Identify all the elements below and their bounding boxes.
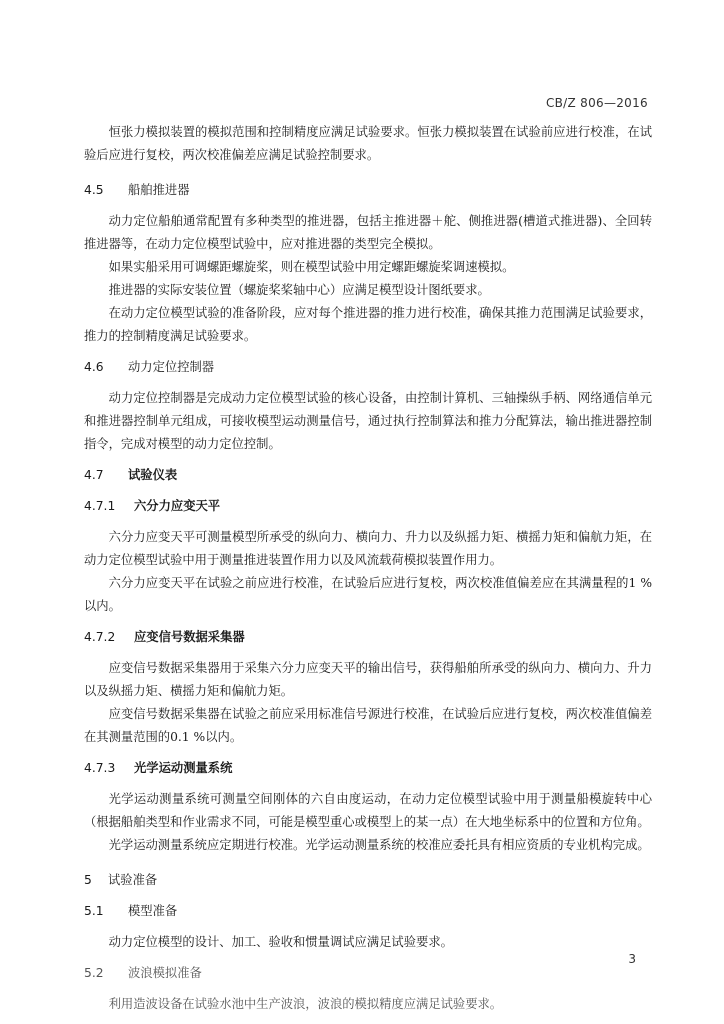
paragraph: 光学运动测量系统应定期进行校准。光学运动测量系统的校准应委托具有相应资质的专业机构完成。	[108, 838, 650, 852]
paragraph: 在动力定位模型试验的准备阶段，应对每个推进器的推力进行校准，确保其推力范围满足试验要求，推力的控制精度满足试验要求。	[84, 306, 652, 343]
paragraph: 利用造波设备在试验水池中生产波浪，波浪的模拟精度应满足试验要求。	[108, 997, 503, 1011]
section-heading-5	[84, 869, 652, 892]
section-heading-5-2	[84, 962, 652, 985]
section-title: 动力定位控制器	[128, 360, 215, 374]
section-title: 模型准备	[128, 904, 178, 918]
section-heading-4-7-3	[84, 757, 652, 780]
section-number: 5.1	[84, 904, 104, 918]
section-title: 六分力应变天平	[134, 499, 221, 513]
paragraph: 六分力应变天平可测量模型所承受的纵向力、横向力、升力以及纵摇力矩、横摇力矩和偏航力矩，在动力定位模型试验中用于测量推进装置作用力以及风流载荷模拟装置作用力。	[84, 530, 652, 567]
paragraph: 动力定位船舶通常配置有多种类型的推进器，包括主推进器＋舵、侧推进器(槽道式推进器)、全回转推进器等，在动力定位模型试验中，应对推进器的类型完全模拟。	[84, 214, 652, 251]
section-title: 试验准备	[108, 873, 158, 887]
section-heading-4-7	[84, 464, 652, 487]
section-title: 光学运动测量系统	[134, 761, 233, 775]
page-content	[84, 121, 652, 1016]
section-heading-4-7-2	[84, 626, 652, 649]
section-title: 应变信号数据采集器	[134, 630, 245, 644]
section-number: 5	[84, 873, 92, 887]
section-number: 4.7.2	[84, 630, 116, 644]
section-number: 4.7	[84, 468, 104, 482]
section-title: 船舶推进器	[128, 183, 190, 197]
paragraph: 恒张力模拟装置的模拟范围和控制精度应满足试验要求。恒张力模拟装置在试验前应进行校准，在试验后应进行复校，两次校准偏差应满足试验控制要求。	[84, 125, 652, 162]
section-number: 5.2	[84, 966, 104, 980]
paragraph: 光学运动测量系统可测量空间刚体的六自由度运动，在动力定位模型试验中用于测量船模旋转中心（根据船舶类型和作业需求不同，可能是模型重心或模型上的某一点）在大地坐标系中的位置和方位角。	[84, 792, 652, 829]
paragraph: 动力定位控制器是完成动力定位模型试验的核心设备，由控制计算机、三轴操纵手柄、网络通信单元和推进器控制单元组成，可接收模型运动测量信号，通过执行控制算法和推力分配算法，输出推进器控制指令，完成对模型的动力定位控制。	[84, 391, 652, 451]
paragraph: 应变信号数据采集器用于采集六分力应变天平的输出信号，获得船舶所承受的纵向力、横向力、升力以及纵摇力矩、横摇力矩和偏航力矩。	[84, 661, 652, 698]
section-number: 4.5	[84, 183, 104, 197]
paragraph: 六分力应变天平在试验之前应进行校准，在试验后应进行复校，两次校准值偏差应在其满量程的1 %以内。	[84, 576, 652, 613]
paragraph: 应变信号数据采集器在试验之前应采用标准信号源进行校准，在试验后应进行复校，两次校准值偏差在其测量范围的0.1 %以内。	[84, 707, 652, 744]
section-heading-5-1	[84, 900, 652, 923]
paragraph: 如果实船采用可调螺距螺旋桨，则在模型试验中用定螺距螺旋桨调速模拟。	[108, 260, 515, 274]
section-number: 4.6	[84, 360, 104, 374]
standard-number: CB/Z 806—2016	[545, 96, 648, 110]
paragraph: 推进器的实际安装位置（螺旋桨桨轴中心）应满足模型设计图纸要求。	[108, 283, 490, 297]
section-title: 试验仪表	[128, 468, 178, 482]
section-heading-4-5	[84, 179, 652, 202]
section-number: 4.7.3	[84, 761, 116, 775]
section-heading-4-6	[84, 356, 652, 379]
section-heading-4-7-1	[84, 495, 652, 518]
paragraph: 动力定位模型的设计、加工、验收和惯量调试应满足试验要求。	[108, 935, 453, 949]
section-title: 波浪模拟准备	[128, 966, 202, 980]
page-number: 3	[628, 952, 636, 966]
section-number: 4.7.1	[84, 499, 116, 513]
